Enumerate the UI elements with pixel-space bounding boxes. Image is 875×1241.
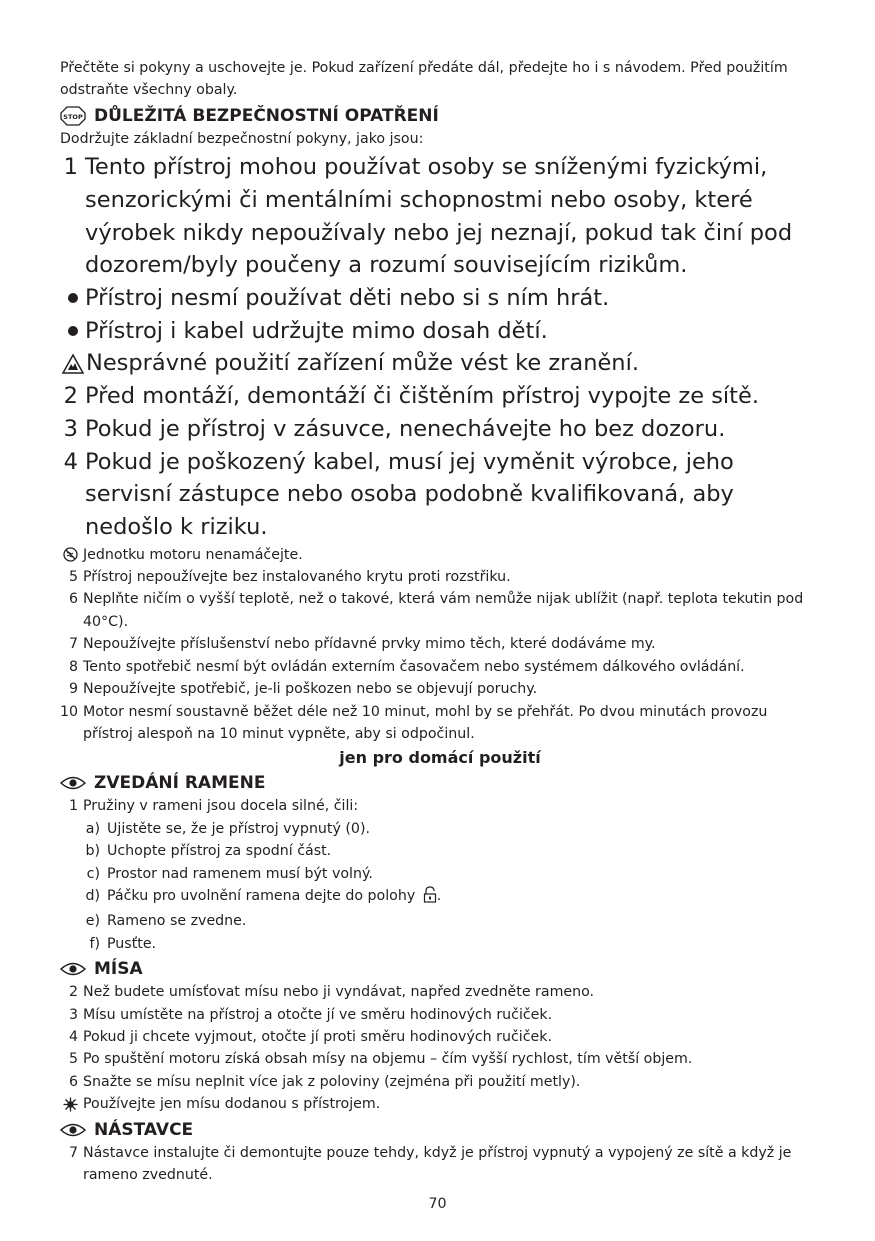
sub-item-label: e): [85, 913, 100, 930]
item-text: Motor nesmí soustavně běžet déle než 10 minut, mohl by se přehřát. Po dvou minutách provozu přístroj alespoň na 10 minut vypněte, aby si odpočinul.: [83, 703, 768, 742]
list-item: [60, 151, 820, 282]
item-number: 4: [63, 448, 78, 475]
list-item: [60, 678, 820, 700]
item-text: Tento přístroj mohou používat osoby se sníženými fyzickými, senzorickými či mentálními schopnostmi nebo osoby, které výrobek nikdy nepoužívaly nebo jej neznají, pokud tak činí pod dozorem/byly poučeny a rozumí souvisejícím rizikům.: [85, 154, 793, 279]
list-item: [60, 633, 820, 655]
sub-item-label: b): [85, 843, 100, 860]
manual-page: [60, 57, 820, 1186]
list-item: [60, 380, 820, 413]
list-item: [60, 656, 820, 678]
list-item: [60, 544, 820, 566]
item-number: 3: [68, 1006, 78, 1023]
list-item: [60, 282, 820, 315]
item-text: Než budete umísťovat mísu nebo ji vyndávat, napřed zvedněte rameno.: [83, 984, 595, 1001]
item-text: Po spuštění motoru získá obsah mísy na objemu – čím vyšší rychlost, tím větší objem.: [83, 1051, 693, 1068]
item-text: Před montáží, demontáží či čištěním přístroj vypojte ze sítě.: [85, 383, 759, 410]
sub-item-text-main: Páčku pro uvolnění ramena dejte do polohy: [107, 887, 416, 904]
sub-item-text: Rameno se zvedne.: [107, 913, 247, 930]
item-number: 7: [68, 1144, 78, 1161]
item-text: Pokud ji chcete vyjmout, otočte jí proti směru hodinových ručiček.: [83, 1028, 552, 1045]
item-text: Přístroj nepoužívejte bez instalovaného krytu proti rozstřiku.: [83, 569, 511, 586]
item-text: Nepoužívejte spotřebič, je-li poškozen nebo se objevují poruchy.: [83, 681, 538, 698]
list-item: [60, 315, 820, 348]
stop-icon: [60, 106, 86, 126]
eye-icon: [60, 961, 86, 977]
bullet-icon: [60, 315, 78, 348]
item-number: 2: [68, 984, 78, 1001]
stop-icon-label: STOP: [63, 112, 83, 121]
sub-item-text: [107, 885, 820, 910]
list-item: [60, 588, 820, 633]
item-number: 1: [63, 154, 78, 181]
item-text: Jednotku motoru nenamáčejte.: [83, 546, 303, 563]
list-item: [60, 566, 820, 588]
item-text: Pokud je přístroj v zásuvce, nenechávejte ho bez dozoru.: [85, 415, 726, 442]
bullet-icon: [60, 282, 78, 315]
warning-icon: [60, 347, 84, 380]
minor-safety-list: [60, 544, 820, 746]
unlock-icon: [423, 886, 437, 910]
item-text: Přístroj nesmí používat děti nebo si s ním hrát.: [85, 285, 610, 312]
domestic-use-note: jen pro domácí použití: [339, 748, 541, 768]
sub-item: [60, 933, 820, 955]
arm-list: [60, 795, 820, 955]
safety-lead: Dodržujte základní bezpečnostní pokyny, jako jsou:: [60, 130, 424, 147]
bowl-list: [60, 981, 820, 1115]
list-item: [60, 347, 820, 380]
eye-icon: [60, 1122, 86, 1138]
item-text: Pružiny v rameni jsou docela silné, čili:: [83, 798, 359, 815]
item-number: 3: [63, 415, 78, 442]
item-number: 9: [68, 681, 78, 698]
page-number: 70: [428, 1196, 447, 1212]
eye-icon: [60, 775, 86, 791]
item-text: Nepoužívejte příslušenství nebo přídavné prvky mimo těch, které dodáváme my.: [83, 636, 656, 653]
sub-item-label: a): [85, 820, 100, 837]
item-number: 10: [60, 703, 79, 720]
sub-item: [60, 863, 820, 885]
sub-item-text: Prostor nad ramenem musí být volný.: [107, 865, 373, 882]
intro-text: Přečtěte si pokyny a uschovejte je. Pokud zařízení předáte dál, předejte ho i s návodem. Před použitím odstraňte všechny obaly.: [60, 60, 788, 99]
sub-item-text: Uchopte přístroj za spodní část.: [107, 843, 332, 860]
tools-heading: [60, 1118, 820, 1142]
item-number: 8: [68, 658, 78, 675]
sub-item-text: Pusťte.: [107, 935, 157, 952]
list-item: [60, 446, 820, 544]
list-item: [60, 1048, 820, 1070]
list-item: [60, 795, 820, 817]
major-safety-list: [60, 151, 820, 543]
item-text: Neplňte ničím o vyšší teplotě, než o takové, která vám nemůže nijak ublížit (např. teplota tekutin pod 40°C).: [83, 591, 804, 630]
item-number: 2: [63, 383, 78, 410]
safety-title: DŮLEŽITÁ BEZPEČNOSTNÍ OPATŘENÍ: [94, 105, 439, 126]
bowl-heading: [60, 957, 820, 981]
item-number: 5: [68, 1051, 78, 1068]
no-immerse-icon: [60, 544, 78, 566]
item-number: 6: [68, 1073, 78, 1090]
sub-item-text-end: .: [436, 887, 442, 904]
safety-heading: [60, 104, 820, 128]
sub-item: [60, 885, 820, 910]
tip-star-icon: [60, 1093, 78, 1115]
arm-title: ZVEDÁNÍ RAMENE: [94, 773, 266, 794]
item-text: Používejte jen mísu dodanou s přístrojem.: [83, 1096, 381, 1113]
item-text: Pokud je poškozený kabel, musí jej vyměnit výrobce, jeho servisní zástupce nebo osoba podobně kvalifikovaná, aby nedošlo k riziku.: [85, 448, 734, 540]
sub-item-label: f): [89, 935, 100, 952]
item-text: Mísu umístěte na přístroj a otočte jí ve směru hodinových ručiček.: [83, 1006, 553, 1023]
item-text: Nesprávné použití zařízení může vést ke zranění.: [86, 350, 639, 377]
tools-title: NÁSTAVCE: [94, 1119, 194, 1140]
tools-list: [60, 1142, 820, 1187]
list-item: [60, 1142, 820, 1187]
item-text: Snažte se mísu neplnit více jak z poloviny (zejména při použití metly).: [83, 1073, 581, 1090]
list-item: [60, 1071, 820, 1093]
list-item: [60, 1026, 820, 1048]
sub-item-label: c): [86, 865, 100, 882]
arm-heading: [60, 771, 820, 795]
sub-item: [60, 818, 820, 840]
sub-item: [60, 910, 820, 932]
list-item: [60, 1093, 820, 1115]
item-number: 6: [68, 591, 78, 608]
bowl-title: MÍSA: [94, 959, 143, 980]
sub-item-label: d): [85, 887, 100, 904]
item-text: Tento spotřebič nesmí být ovládán externím časovačem nebo systémem dálkového ovládání.: [83, 658, 745, 675]
sub-item-text: Ujistěte se, že je přístroj vypnutý (0).: [107, 820, 371, 837]
item-number: 4: [68, 1028, 78, 1045]
item-number: 7: [68, 636, 78, 653]
list-item: [60, 1004, 820, 1026]
item-number: 5: [68, 569, 78, 586]
sub-item: [60, 840, 820, 862]
list-item: [60, 701, 820, 746]
list-item: [60, 413, 820, 446]
list-item: [60, 981, 820, 1003]
item-text: Nástavce instalujte či demontujte pouze tehdy, když je přístroj vypnutý a vypojený ze sítě a když je rameno zvednuté.: [83, 1144, 792, 1183]
item-number: 1: [68, 798, 78, 815]
item-text: Přístroj i kabel udržujte mimo dosah dětí.: [85, 317, 548, 344]
